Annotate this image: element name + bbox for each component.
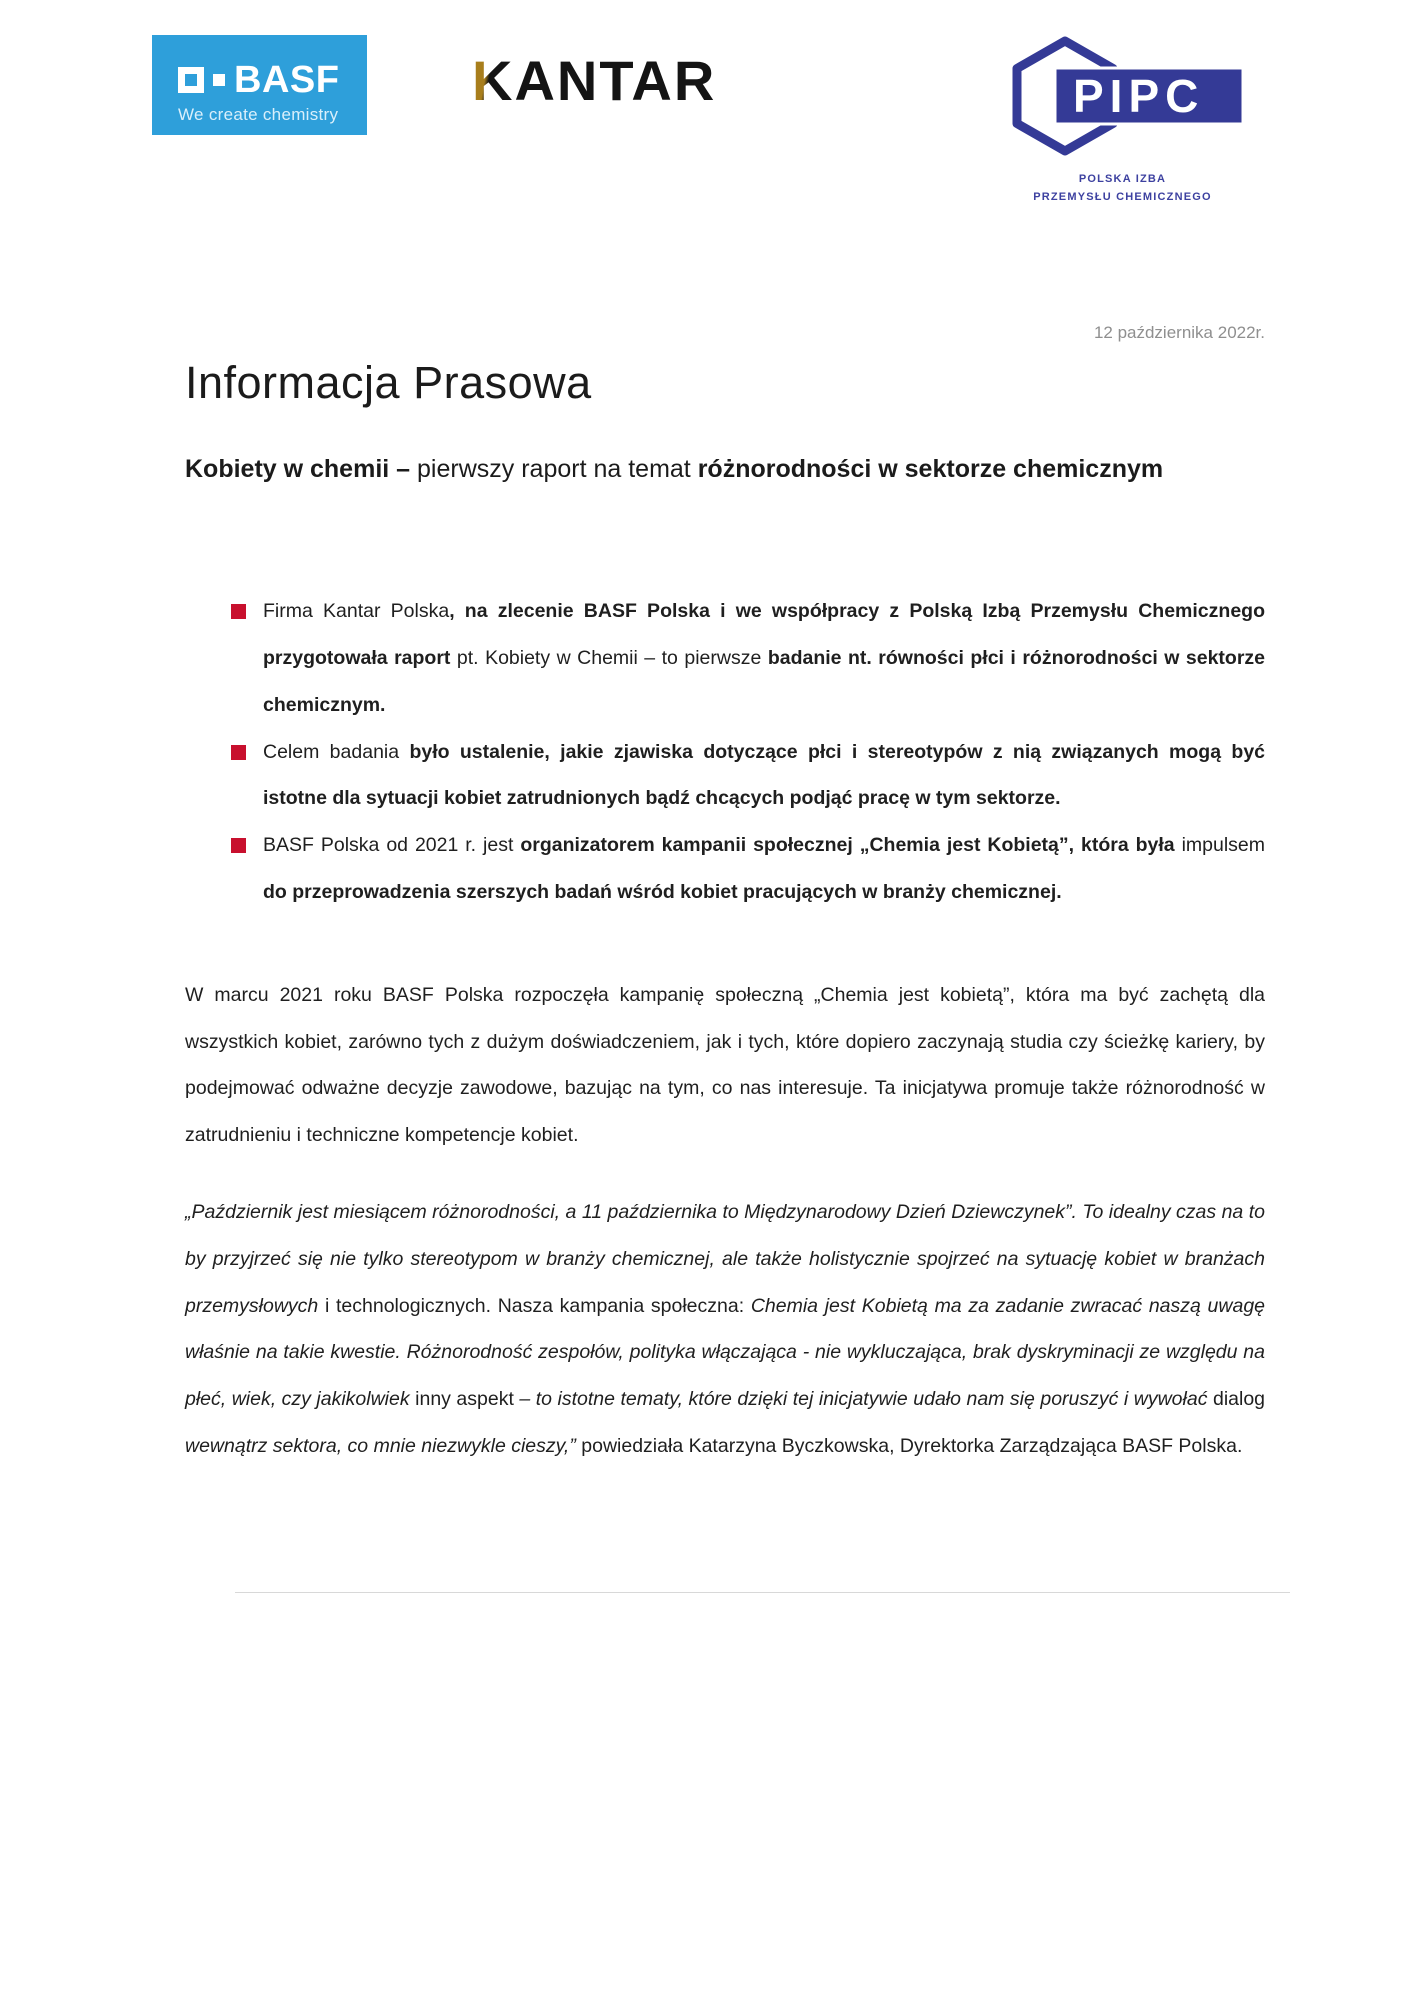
pipc-caption xyxy=(1033,171,1212,206)
key-points-list xyxy=(185,588,1265,916)
bullet-square-icon xyxy=(231,604,246,619)
page-subtitle: Kobiety w chemii – pierwszy raport na temat różnorodności w sektorze chemicznym xyxy=(185,455,1164,483)
kantar-logo xyxy=(472,49,717,112)
date-line: 12 października 2022r. xyxy=(1093,323,1265,342)
footer-divider xyxy=(235,1592,1290,1593)
pipc-logo xyxy=(995,35,1250,206)
svg-text:PIPC: PIPC xyxy=(1073,70,1205,122)
pipc-hexagon-icon xyxy=(995,35,1250,163)
list-item-text: Celem badania było ustalenie, jakie zjawiska dotyczące płci i stereotypów z nią związanych mogą być istotne dla sytuacji kobiet zatrudnionych bądź chcących podjąć pracę w tym sektorze. xyxy=(263,740,1266,810)
basf-square-outline-icon xyxy=(178,67,204,93)
pipc-caption-line1: POLSKA IZBA xyxy=(1078,173,1167,185)
kantar-wordmark-rest: ANTAR xyxy=(514,49,717,112)
list-item-text: Firma Kantar Polska, na zlecenie BASF Polska i we współpracy z Polską Izbą Przemysłu Chemicznego przygotowała raport pt. Kobiety w Chemii – to pierwsze badanie nt. równości płci i różnorodności w sektorze chemicznym. xyxy=(263,600,1265,716)
list-item xyxy=(185,822,1265,916)
quote-paragraph: „Październik jest miesiącem różnorodności, a 11 października to Międzynarodowy Dzień Dziewczynek”. To idealny czas na to by przyjrzeć się nie tylko stereotypom w branży chemicznej, ale także holistycznie spojrzeć na sytuację kobiet w branżach przemysłowych i technologicznych. Nasza kampania społeczna: Chemia jest Kobietą ma za zadanie zwracać naszą uwagę właśnie na takie kwestie. Różnorodność zespołów, polityka włączająca - nie wykluczająca, brak dyskryminacji ze względu na płeć, wiek, czy jakikolwiek inny aspekt – to istotne tematy, które dzięki tej inicjatywie udało nam się poruszyć i wywołać dialog wewnątrz sektora, co mnie niezwykle cieszy,” powiedziała Katarzyna Byczkowska, Dyrektorka Zarządzająca BASF Polska. xyxy=(185,1201,1266,1457)
bullet-square-icon xyxy=(231,838,246,853)
list-item xyxy=(185,729,1265,823)
basf-square-solid-icon xyxy=(213,74,225,86)
list-item-text: BASF Polska od 2021 r. jest organizatorem kampanii społecznej „Chemia jest Kobietą”, która była impulsem do przeprowadzenia szerszych badań wśród kobiet pracujących w branży chemicznej. xyxy=(263,834,1265,904)
page-title: Informacja Prasowa xyxy=(185,357,592,408)
basf-wordmark: BASF xyxy=(234,59,340,101)
basf-tagline: We create chemistry xyxy=(178,105,339,124)
basf-mark xyxy=(178,61,353,99)
kantar-k-letter: K xyxy=(472,49,515,112)
list-item xyxy=(185,588,1265,728)
logo-header xyxy=(152,35,1265,215)
bullet-square-icon xyxy=(231,745,246,760)
body-paragraph: W marcu 2021 roku BASF Polska rozpoczęła kampanię społeczną „Chemia jest kobietą”, która ma być zachętą dla wszystkich kobiet, zarówno tych z dużym doświadczeniem, jak i tych, które dopiero zaczynają studia czy ścieżkę kariery, by podejmować odważne decyzje zawodowe, bazując na tym, co nas interesuje. Ta inicjatywa promuje także różnorodność w zatrudnieniu i techniczne kompetencje kobiet. xyxy=(185,983,1265,1147)
pipc-caption-line2: PRZEMYSŁU CHEMICZNEGO xyxy=(1033,190,1212,203)
basf-logo xyxy=(152,35,367,135)
